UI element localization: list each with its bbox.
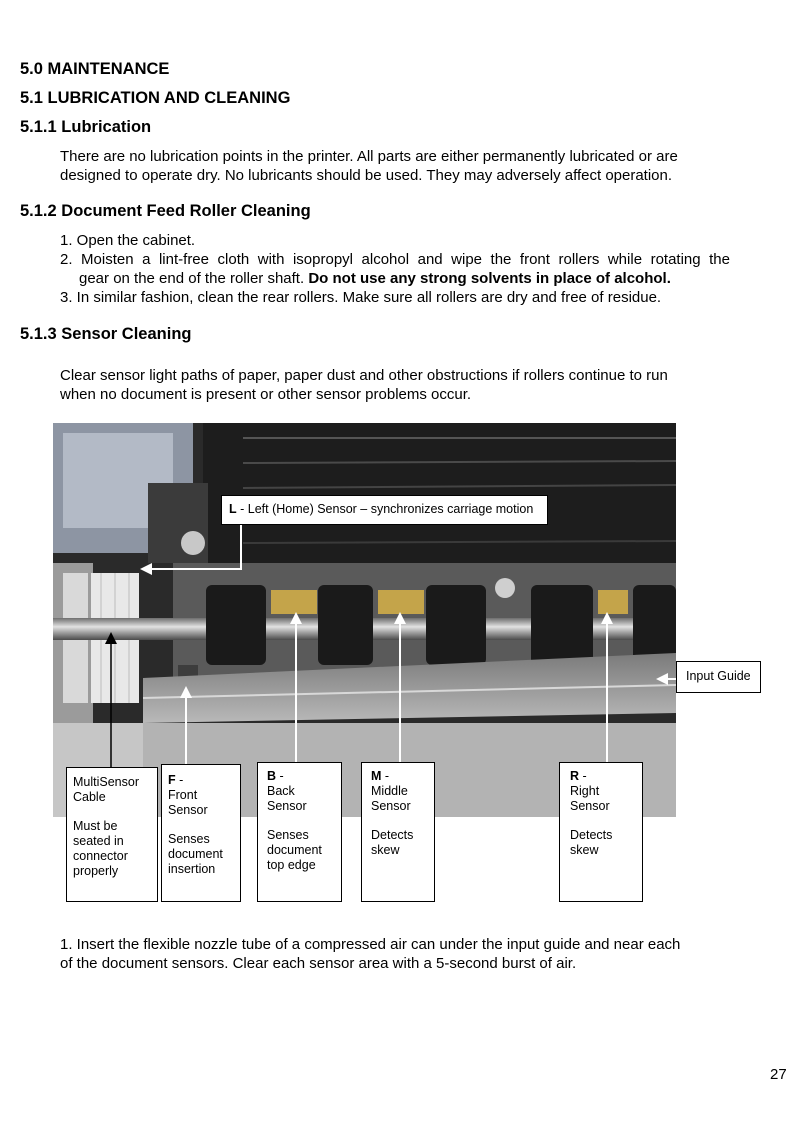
left-sensor-letter: L bbox=[229, 502, 237, 516]
callout-multisensor-cable: MultiSensor Cable Must be seated in connector properly bbox=[66, 767, 158, 902]
page-number: 27 bbox=[770, 1066, 787, 1083]
callout-input-guide: Input Guide bbox=[676, 661, 761, 693]
callout-back-sensor: B - Back Sensor Senses document top edge bbox=[257, 762, 342, 902]
heading-lubrication-cleaning: 5.1 LUBRICATION AND CLEANING bbox=[20, 89, 291, 107]
left-sensor-text: - Left (Home) Sensor – synchronizes carriage motion bbox=[236, 502, 534, 516]
heading-roller-cleaning: 5.1.2 Document Feed Roller Cleaning bbox=[20, 202, 311, 220]
lubrication-line-2: designed to operate dry. No lubricants should be used. They may adversely affect operation. bbox=[60, 167, 673, 184]
sensor-intro-2: when no document is present or other sensor problems occur. bbox=[60, 386, 472, 403]
callout-front-sensor: F - Front Sensor Senses document insertion bbox=[161, 764, 241, 902]
roller-step-2a: 2. Moisten a lint-free cloth with isopropyl alcohol and wipe the front rollers while rotating the bbox=[60, 251, 730, 268]
roller-step-2b: gear on the end of the roller shaft. Do not use any strong solvents in place of alcohol. bbox=[79, 270, 671, 287]
roller-warning: Do not use any strong solvents in place of alcohol. bbox=[308, 270, 671, 287]
roller-step-3: 3. In similar fashion, clean the rear rollers. Make sure all rollers are dry and free of residue. bbox=[60, 289, 662, 306]
heading-maintenance: 5.0 MAINTENANCE bbox=[20, 60, 170, 78]
sensor-intro-1: Clear sensor light paths of paper, paper dust and other obstructions if rollers continue to run bbox=[60, 367, 668, 384]
sensor-step-1b: of the document sensors. Clear each sensor area with a 5-second burst of air. bbox=[60, 955, 577, 972]
lubrication-line-1: There are no lubrication points in the printer. All parts are either permanently lubricated or are bbox=[60, 148, 678, 165]
callout-right-sensor: R - Right Sensor Detects skew bbox=[559, 762, 643, 902]
sensor-step-1a: 1. Insert the flexible nozzle tube of a compressed air can under the input guide and near each bbox=[60, 936, 681, 953]
roller-step-1: 1. Open the cabinet. bbox=[60, 232, 196, 249]
callout-middle-sensor: M - Middle Sensor Detects skew bbox=[361, 762, 435, 902]
heading-sensor-cleaning: 5.1.3 Sensor Cleaning bbox=[20, 325, 192, 343]
heading-lubrication: 5.1.1 Lubrication bbox=[20, 118, 152, 136]
callout-left-sensor bbox=[221, 495, 548, 525]
